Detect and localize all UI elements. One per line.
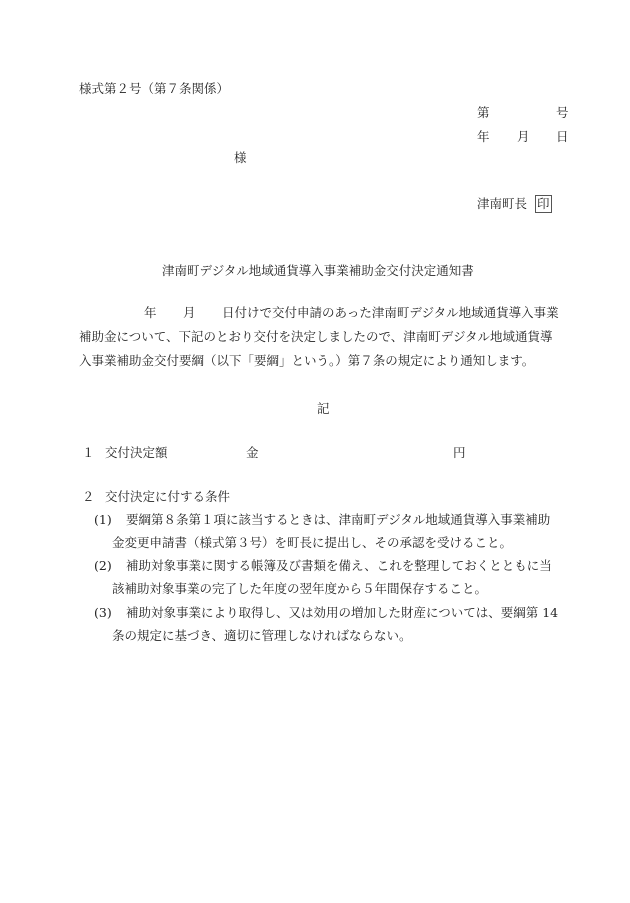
item2-number: ２ xyxy=(82,489,95,504)
ki-heading: 記 xyxy=(317,401,330,416)
body-date-year: 年 xyxy=(144,305,157,320)
date-year-label: 年 xyxy=(477,129,490,144)
issuer-name: 津南町長 xyxy=(477,196,528,211)
body-line-1: 日付けで交付申請のあった津南町デジタル地域通貨導入事業 xyxy=(222,305,559,320)
condition-1-line-2: 金変更申請書（様式第３号）を町長に提出し、その承認を受けること。 xyxy=(112,535,513,550)
condition-3-line-2: 条の規定に基づき、適切に管理しなければならない。 xyxy=(112,628,412,643)
item1-number: １ xyxy=(82,445,95,460)
item1-amount-unit: 円 xyxy=(453,445,466,460)
item1-amount-prefix: 金 xyxy=(246,445,259,460)
body-line-2: 補助金について、下記のとおり交付を決定しましたので、津南町デジタル地域通貨導 xyxy=(79,329,553,344)
addressee-suffix: 様 xyxy=(234,150,247,165)
issuer-block xyxy=(477,195,552,213)
document-title: 津南町デジタル地域通貨導入事業補助金交付決定通知書 xyxy=(162,263,474,278)
condition-3-line-1: 補助対象事業により取得し、又は効用の増加した財産については、要綱第 14 xyxy=(126,605,559,620)
condition-3-number: (3) xyxy=(94,605,112,620)
document-number-prefix: 第 xyxy=(477,105,490,120)
seal-icon: 印 xyxy=(537,196,550,211)
condition-1-number: (1) xyxy=(94,512,112,527)
item1-label: 交付決定額 xyxy=(105,445,168,460)
body-date-month: 月 xyxy=(183,305,196,320)
date-day-label: 日 xyxy=(556,129,569,144)
date-month-label: 月 xyxy=(517,129,530,144)
condition-2-line-1: 補助対象事業に関する帳簿及び書類を備え、これを整理しておくとともに当 xyxy=(126,558,552,573)
form-label: 様式第２号（第７条関係） xyxy=(79,81,230,96)
body-line-3: 入事業補助金交付要綱（以下「要綱」という。）第７条の規定により通知します。 xyxy=(79,353,535,368)
condition-1-line-1: 要綱第８条第１項に該当するときは、津南町デジタル地域通貨導入事業補助 xyxy=(126,512,551,527)
item2-label: 交付決定に付する条件 xyxy=(105,489,231,504)
document-number-suffix: 号 xyxy=(556,105,569,120)
condition-2-number: (2) xyxy=(94,558,112,573)
condition-2-line-2: 該補助対象事業の完了した年度の翌年度から５年間保存すること。 xyxy=(112,581,488,596)
